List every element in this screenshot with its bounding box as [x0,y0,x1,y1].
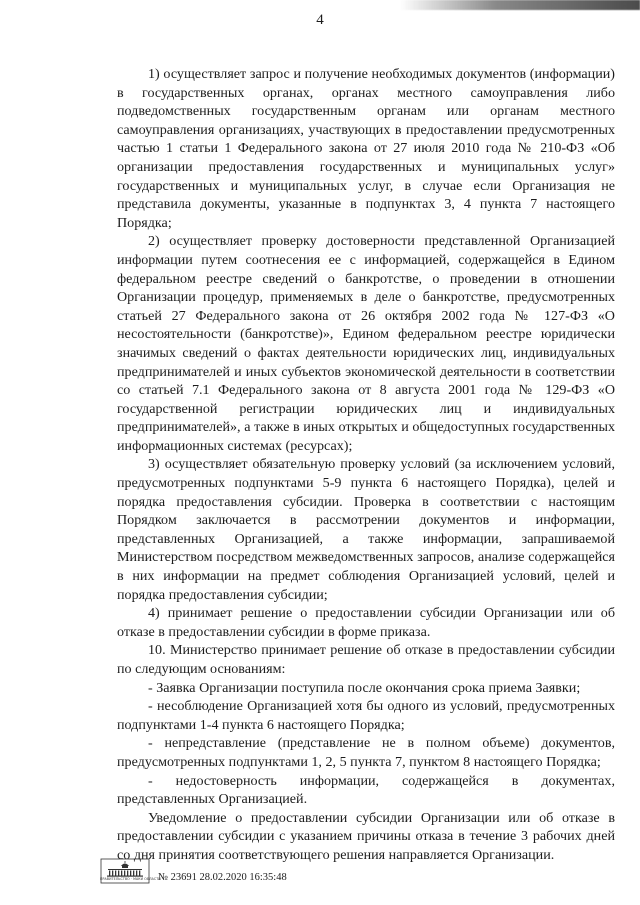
document-registration-mark: № 23691 28.02.2020 16:35:48 [158,872,287,883]
document-body [117,65,615,865]
paragraph-item-3: 3) осуществляет обязательную проверку условий (за исключением условий, предусмотренных подпунктами 5-9 пункта 6 настоящего Порядка), целей и порядка предоставления субсидии. Проверка в соответствии с настоящим Порядком заключается в рассмотрении документов и информации, представленных Организацией, а также информации, запрашиваемой Министерством посредством межведомственных запросов, анализе содержащейся в них информации на предмет соблюдения Организацией условий, целей и порядка предоставления субсидии; [117,456,615,603]
stamp-caption: ПРАВИТЕЛЬСТВО · МАКИ ОБЛАСТИ [100,877,161,881]
paragraph-refusal-ground-1: - Заявка Организации поступила после окончания срока приема Заявки; [148,679,581,696]
paragraph-refusal-ground-2: - несоблюдение Организацией хотя бы одного из условий, предусмотренных подпунктами 1-4 пункта 6 настоящего Порядка; [117,698,615,733]
scan-edge-shadow [400,0,640,10]
paragraph-refusal-ground-3: - непредставление (представление не в полном объеме) документов, предусмотренных подпунктами 1, 2, 5 пункта 7, пунктом 8 настоящего Порядка; [117,735,615,770]
paragraph-item-2: 2) осуществляет проверку достоверности представленной Организацией информации путем соотнесения ее с информацией, содержащейся в Едином федеральном реестре сведений о банкротстве, о проведении в отношении Организации процедур, применяемых в деле о банкротстве, предусмотренных статьей 27 Федерального закона от 26 октября 2002 года № 127-ФЗ «О несостоятельности (банкротстве)», Едином федеральном реестре юридически значимых сведений о фактах деятельности юридических лиц, индивидуальных предпринимателей и иных субъектов экономической деятельности в соответствии со статьей 7.1 Федерального закона от 8 августа 2001 года № 129-ФЗ «О государственной регистрации юридических лиц и индивидуальных предпринимателей», а также в иных открытых и общедоступных государственных информационных системах (ресурсах); [117,233,615,454]
document-footer [100,858,360,888]
page-number: 4 [316,12,324,28]
paragraph-item-4: 4) принимает решение о предоставлении субсидии Организации или об отказе в предоставлении субсидии в форме приказа. [117,605,615,640]
paragraph-item-1: 1) осуществляет запрос и получение необходимых документов (информации) в государственных органах, органах местного самоуправления либо подведомственных государственным органам или органам местного самоуправления организациях, участвующих в предоставлении предусмотренных частью 1 статьи 1 Федерального закона от 27 июля 2010 года № 210-ФЗ «Об организации предоставления государственных и муниципальных услуг» государственных и муниципальных услуг, в случае если Организация не представила документы, указанные в подпунктах 3, 4 пункта 7 настоящего Порядка; [117,66,615,231]
paragraph-refusal-ground-4: - недостоверность информации, содержащейся в документах, представленных Организацией. [117,772,615,808]
paragraph-notification: Уведомление о предоставлении субсидии Организации или об отказе в предоставлении субсидии с указанием причины отказа в течение 3 рабочих дней со дня принятия соответствующего решения направляется Организации. [117,809,615,863]
paragraph-clause-10: 10. Министерство принимает решение об отказе в предоставлении субсидии по следующим основаниям: [117,642,615,677]
